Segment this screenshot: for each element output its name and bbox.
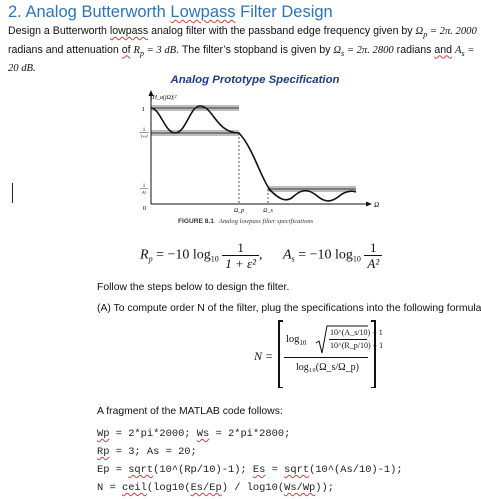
rp-denominator: 1 + ε² — [225, 256, 257, 271]
left-bracket-bottom — [278, 387, 283, 389]
figure-caption — [178, 218, 313, 225]
text: radians and attenuation — [8, 43, 122, 56]
as-log: = −10 log — [294, 247, 353, 263]
rp-equation — [140, 240, 263, 271]
problem-line-1 — [8, 24, 477, 43]
symbol-rp: R — [133, 44, 140, 56]
code-sqrt: sqrt — [128, 464, 154, 476]
x-tick-omega-p: Ω_p — [233, 208, 245, 214]
section-heading — [8, 3, 333, 22]
figure-title: Analog Prototype Specification — [170, 74, 340, 86]
log-label — [286, 334, 306, 347]
main-fraction-bar — [284, 357, 368, 358]
step-a-text: (A) To compute order N of the filter, plug the specifications into the following formula — [97, 303, 481, 314]
subscript: p — [139, 48, 144, 58]
code-es: Es — [252, 464, 266, 476]
rp-subscript: p — [148, 254, 153, 264]
value-rp: = 3 dB — [143, 44, 177, 56]
code: N = — [97, 482, 122, 494]
subscript: p — [423, 30, 428, 39]
heading-number: 2. — [8, 3, 22, 21]
caption-number: FIGURE 8.1 — [178, 218, 214, 225]
spell-flag-of: of — [121, 43, 131, 56]
formula-denominator: log₁₀(Ω_s/Ω_p) — [296, 362, 359, 373]
code: (log10( — [146, 482, 191, 494]
as-fraction — [364, 240, 382, 271]
rp-log: = −10 log — [152, 247, 211, 263]
code: Ep = — [97, 464, 129, 476]
spell-flag-and: and — [434, 43, 453, 56]
y-tick-a-den: A² — [141, 190, 147, 195]
rp-log-base: 10 — [210, 254, 219, 264]
problem-line-2 — [8, 43, 475, 62]
n-lhs: N = — [254, 349, 274, 363]
as-equation — [283, 240, 382, 271]
text: . The filter’s stopband is given by — [176, 43, 334, 56]
y-tick-1: 1 — [141, 106, 145, 113]
sqrt-fraction-bar — [329, 339, 367, 340]
code-line-4 — [97, 482, 334, 494]
heading-word-rest: Filter Design — [240, 3, 333, 21]
code-rp: Rp — [97, 446, 110, 458]
code-es-ep: Es/Ep — [190, 482, 222, 494]
heading-word-analog: Analog — [25, 3, 77, 21]
code: )); — [315, 482, 335, 494]
symbol-omega-p: Ω — [415, 26, 424, 37]
origin-label: 0 — [142, 205, 146, 212]
code: = 3; As = 20; — [109, 446, 197, 458]
sqrt-denominator: 10^(R_p/10) − 1 — [330, 341, 384, 350]
text: Design a Butterworth — [8, 25, 110, 37]
rp-fraction — [222, 240, 259, 271]
heading-word-lowpass: Lowpass — [170, 3, 236, 21]
x-axis-label: Ω — [374, 201, 380, 209]
code-ws-wp: Ws/Wp — [284, 482, 316, 494]
code-sqrt: sqrt — [284, 464, 310, 476]
order-formula — [254, 320, 384, 388]
code: (10^(As/10)-1); — [309, 464, 403, 476]
as-numerator: 1 — [364, 240, 382, 256]
y-axis-label: |H_a(jΩ)|² — [151, 95, 177, 101]
log-base: 10 — [299, 339, 307, 347]
steps-intro: Follow the steps below to design the filter. — [97, 282, 290, 293]
equation-separator: , — [259, 247, 263, 263]
code-line-3 — [97, 464, 403, 476]
value-omega-s: = 2π. 2800 — [344, 44, 394, 56]
code: = 2*pi*2000; — [109, 428, 197, 440]
code-ceil: ceil — [121, 482, 147, 494]
equals: = — [464, 44, 475, 56]
x-axis-arrow — [366, 202, 372, 207]
text: radians — [393, 43, 435, 56]
matlab-intro: A fragment of the MATLAB code follows: — [97, 406, 283, 417]
problem-statement — [8, 24, 477, 77]
log-text: log — [286, 334, 300, 345]
as-subscript: s — [291, 254, 295, 264]
code: = 2*pi*2800; — [209, 428, 291, 440]
heading-word-butterworth: Butterworth — [81, 3, 166, 21]
code-ws: Ws — [196, 428, 210, 440]
y-tick-a-num: 1 — [142, 184, 146, 189]
left-bracket-top — [278, 320, 283, 322]
spell-flag-lowpass: lowpass — [109, 25, 149, 37]
problem-line-3: 20 dB. — [8, 63, 36, 74]
code: = — [265, 464, 285, 476]
right-bracket-bottom — [371, 387, 376, 389]
right-bracket-top — [371, 320, 376, 322]
spec-figure — [118, 86, 378, 216]
code-line-1 — [97, 428, 290, 440]
sqrt-numerator: 10^(A_s/10) − 1 — [330, 328, 383, 337]
text-cursor — [12, 183, 13, 203]
y-tick-eps-den: 1+ε² — [139, 133, 149, 139]
y-tick-eps-num: 1 — [142, 128, 146, 133]
rp-symbol: R — [140, 247, 149, 263]
code: (10^(Rp/10)-1); — [153, 464, 253, 476]
as-symbol: A — [283, 247, 292, 263]
left-bracket — [278, 320, 280, 388]
symbol-as: A — [455, 44, 462, 56]
code-wp: Wp — [97, 428, 110, 440]
text: analog filter with the passband edge frequency given by — [148, 25, 416, 37]
value-omega-p: = 2π. 2000 — [427, 26, 477, 37]
code: ) / log10( — [221, 482, 285, 494]
as-log-base: 10 — [352, 254, 361, 264]
as-denominator: A² — [367, 256, 380, 271]
caption-text: Analog lowpass filter specifications — [218, 218, 314, 225]
subscript: s — [461, 48, 465, 58]
rp-numerator: 1 — [222, 240, 259, 256]
subscript: s — [341, 48, 345, 58]
x-tick-omega-s: Ω_s — [263, 208, 273, 214]
symbol-omega-s: Ω — [333, 44, 342, 56]
code-line-2 — [97, 446, 197, 458]
